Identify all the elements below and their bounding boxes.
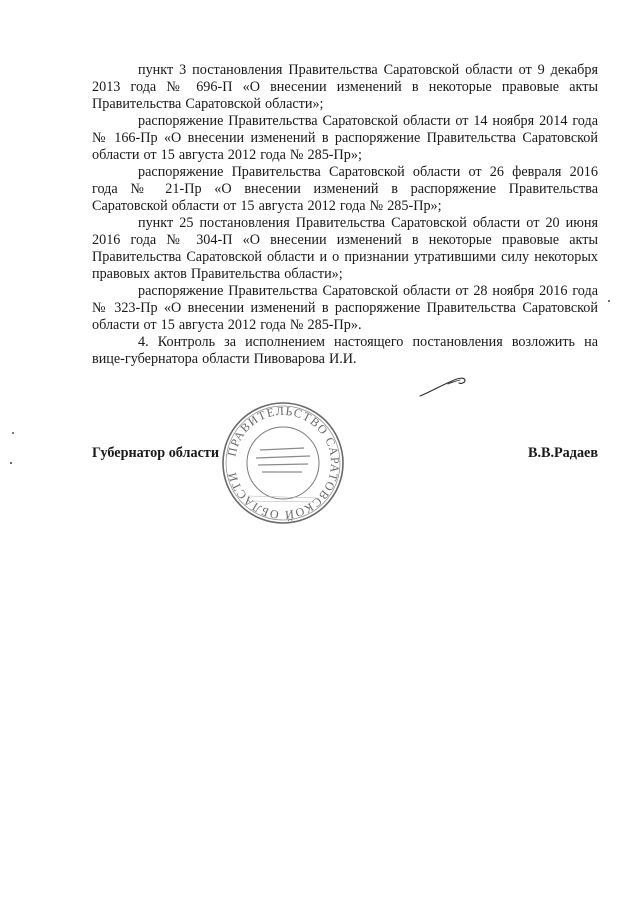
signer-position: Губернатор области [92, 445, 220, 461]
document-body [92, 62, 598, 368]
scan-speck [10, 462, 12, 464]
seal-ring-text: ПРАВИТЕЛЬСТВО САРАТОВСКОЙ ОБЛАСТИ [224, 403, 343, 523]
paragraph-item-1: пункт 3 постановления Правительства Саратовской области от 9 декабря 2013 года № 696-П «О внесении изменений в некоторые правовые акты Правительства Саратовской области»; [92, 62, 598, 112]
paragraph-control-clause: 4. Контроль за исполнением настоящего постановления возложить на вице-губернатора области Пивоварова И.И. [92, 334, 598, 367]
handwritten-signature [418, 372, 468, 400]
paragraph-item-4: пункт 25 постановления Правительства Саратовской области от 20 июня 2016 года № 304-П «О внесении изменений в некоторые правовые акты Правительства Саратовской области и о признании утратившими силу некоторых правовых актов Правительства области»; [92, 215, 598, 282]
scan-speck [608, 300, 610, 302]
signature-block [92, 445, 598, 465]
paragraph-item-5: распоряжение Правительства Саратовской области от 28 ноября 2016 года № 323-Пр «О внесении изменений в распоряжение Правительства Саратовской области от 15 августа 2012 года № 285-Пр». [92, 283, 598, 333]
paragraph-item-2: распоряжение Правительства Саратовской области от 14 ноября 2014 года № 166-Пр «О внесении изменений в распоряжение Правительства Саратовской области от 15 августа 2012 года № 285-Пр»; [92, 113, 598, 163]
paragraph-item-3: распоряжение Правительства Саратовской области от 26 февраля 2016 года № 21-Пр «О внесении изменений в распоряжение Правительства Саратовской области от 15 августа 2012 года № 285-Пр»; [92, 164, 598, 214]
scan-speck [12, 432, 14, 434]
signer-name: В.В.Радаев [527, 445, 598, 461]
